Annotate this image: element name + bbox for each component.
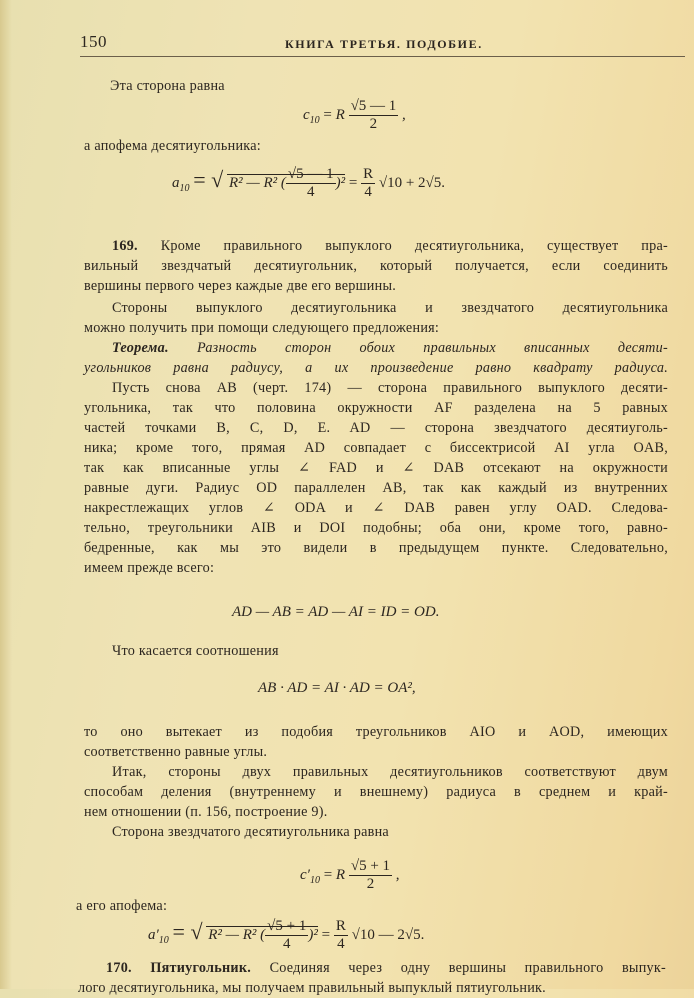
paragraph-line: нем отношении (п. 156, построение 9). (84, 804, 328, 820)
paragraph-line: тельно, треугольники AIB и DOI подобны; оба они, кроме того, равно- (84, 520, 668, 536)
formula-a10: $a_{10}$ = √ R² — R² ( $\frac{√5 — 1}{4}$ )² = $\frac{R}{4}$ √10 + 2√5. (172, 166, 446, 200)
formula-c10-prime: $c'_{10} = R$ $\frac{√5 + 1}{2}$ , (300, 858, 400, 892)
paragraph-line: бедренные, как мы это видели в предыдущем пункте. Следовательно, (84, 540, 668, 556)
formula-c10: $c_{10} = R$ $\frac{√5 — 1}{2}$ , (303, 98, 406, 132)
theorem-line: угольников равна радиусу, а их произведение равно квадрату радиуса. (84, 360, 668, 376)
paragraph-line: соответственно равные углы. (84, 744, 268, 760)
formula-a10-prime: $a'_{10}$ = √ R² — R² ( $\frac{√5 + 1}{4}$ )² = $\frac{R}{4}$ √10 — 2√5. (148, 918, 425, 952)
paragraph-line: то оно вытекает из подобия треугольников AIO и AOD, имеющих (84, 724, 668, 740)
text-line: а апофема десятиугольника: (84, 138, 261, 154)
running-title: КНИГА ТРЕТЬЯ. ПОДОБИЕ. (285, 37, 483, 51)
paragraph-line: частей точками B, C, D, E. AD — сторона звездчатого десятиуголь- (84, 420, 668, 436)
theorem-line: Теорема. Разность сторон обоих правильных вписанных десяти- (112, 340, 668, 356)
paragraph-170-line: лого десятиугольника, мы получаем правильный выпуклый пятиугольник. (78, 980, 546, 996)
paragraph-169-line: вершины первого через каждые две его вершины. (84, 278, 397, 294)
paragraph-line: Пусть снова AB (черт. 174) — сторона правильного выпуклого десяти- (112, 380, 668, 396)
paragraph-line: имеем прежде всего: (84, 560, 215, 576)
formula-ab-ad: AB · AD = AI · AD = OA², (258, 680, 416, 696)
paragraph-line: так как вписанные углы ∠ FAD и ∠ DAB отсекают на окружности (84, 460, 668, 476)
page-number: 150 (80, 32, 107, 51)
text-line: а его апофема: (76, 898, 168, 914)
page-header (80, 32, 685, 56)
paragraph-line: можно получить при помощи следующего предложения: (84, 320, 440, 336)
header-rule (80, 56, 685, 57)
paragraph-line: угольника, так что половина окружности AF разделена на 5 равных (84, 400, 668, 416)
paragraph-line: Итак, стороны двух правильных десятиугольников соответствуют двум (112, 764, 668, 780)
paragraph-line: ника; кроме того, прямая AD совпадает с биссектрисой AI угла OAB, (84, 440, 668, 456)
text-line: Что касается соотношения (112, 643, 279, 659)
text-line: Эта сторона равна (110, 78, 225, 94)
paragraph-line: накрестлежащих углов ∠ ODA и ∠ DAB равен углу OAD. Следова- (84, 500, 668, 516)
paragraph-line: Стороны выпуклого десятиугольника и звездчатого десятиугольника (112, 300, 668, 316)
paragraph-169-line: вильный звездчатый десятиугольник, который получается, если соединить (84, 258, 668, 274)
formula-ad-ab: AD — AB = AD — AI = ID = OD. (232, 604, 440, 620)
paragraph-line: способам деления (внутреннему и внешнему) радиуса в среднем и край- (84, 784, 668, 800)
paragraph-line: равные дуги. Радиус OD параллелен AB, так как каждый из внутренних (84, 480, 668, 496)
page-edge-shadow (0, 0, 12, 989)
text-line: Сторона звездчатого десятиугольника равна (112, 824, 389, 840)
paragraph-169-line: 169. Кроме правильного выпуклого десятиугольника, существует пра- (112, 238, 668, 254)
paragraph-170-line: 170. Пятиугольник. Соединяя через одну вершины правильного выпук- (106, 960, 667, 976)
